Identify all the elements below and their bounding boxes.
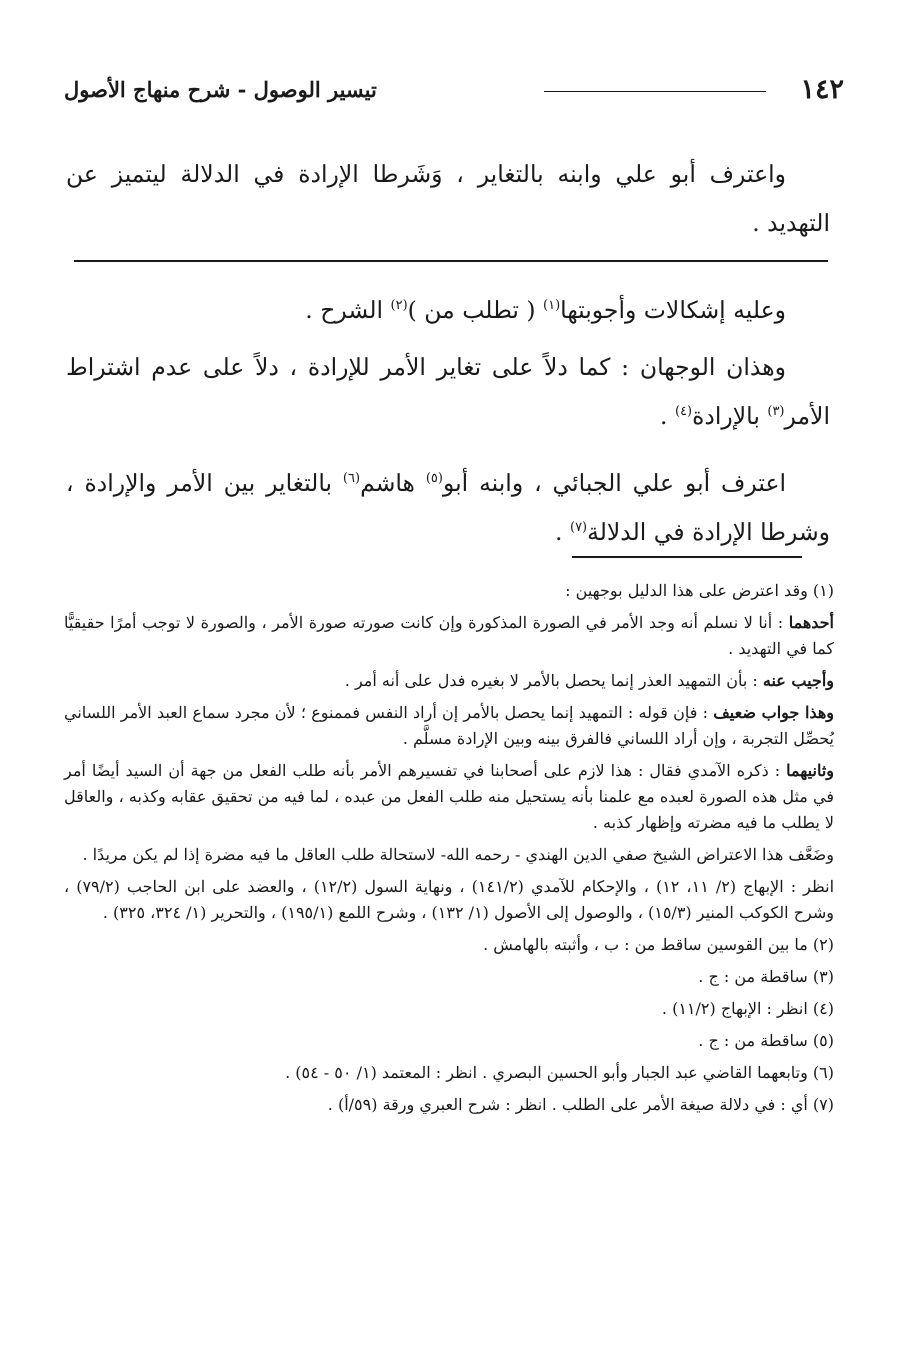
- footnote-1-intro: (١) وقد اعترض على هذا الدليل بوجهين :: [565, 581, 834, 600]
- paragraph-2-text-b: ( تطلب من ): [407, 296, 544, 324]
- footnote-2: (٢) ما بين القوسين ساقط من : ب ، وأثبته بالهامش .: [483, 935, 834, 954]
- paragraph-2: [66, 286, 830, 335]
- footnote-1-second-text: : ذكره الآمدي فقال : هذا لازم على أصحابنا في تفسيرهم الأمر بأنه طلب الفعل من جهة أن السيد أيضًا أمر في مثل هذه الصورة لعبده مع علمنا بأنه يستحيل منه طلب الفعل من عبده ، لما فيه من تحقيق عقابه وكذبه ، والعاقل لا يطلب ما فيه مضرته وإظهار كذبه .: [64, 761, 835, 832]
- paragraph-3-text-c: .: [660, 402, 675, 430]
- main-text: [66, 150, 830, 557]
- page-header: [64, 72, 844, 108]
- footnote-1-weak-answer: [64, 700, 834, 752]
- footnote-ref-6: (٦): [342, 471, 361, 487]
- footnote-ref-3: (٣): [767, 404, 785, 420]
- paragraph-4-text-d: .: [555, 518, 570, 546]
- footnotes: [64, 578, 834, 1124]
- footnote-ref-5: (٥): [425, 471, 443, 487]
- footnote-1-first-lead: أحدهما: [788, 613, 834, 632]
- footnote-4: (٤) انظر : الإبهاج (١١/٢) .: [661, 999, 834, 1018]
- footnote-ref-2: (٢): [390, 298, 408, 314]
- footnote-1-second-objection: [64, 758, 834, 836]
- footnote-6: (٦) وتابعهما القاضي عبد الجبار وأبو الحسين البصري . انظر : المعتمد (١/ ٥٠ - ٥٤) .: [285, 1063, 834, 1082]
- footnote-1-second-lead: وثانيهما: [786, 761, 834, 780]
- footnote-5: (٥) ساقطة من : ج .: [698, 1031, 834, 1050]
- running-title: تيسير الوصول - شرح منهاج الأصول: [64, 77, 377, 102]
- footnote-1-weakening: وضَعَّف هذا الاعتراض الشيخ صفي الدين الهندي - رحمه الله- لاستحالة طلب العاقل ما فيه مضرة إذا لم يكن مريدًا .: [82, 845, 834, 864]
- footnote-1-first-objection: [64, 610, 834, 662]
- footnote-1-answer-lead: وأجيب عنه: [762, 671, 834, 690]
- footnote-1-references: انظر : الإبهاج (٢/ ١١، ١٢) ، والإحكام للآمدي (١٤١/٢) ، ونهاية السول (١٢/٢) ، والعضد على ابن الحاجب (٧٩/٢) ، وشرح الكوكب المنير (١٥/٣) ، والوصول إلى الأصول (١/ ١٣٢) ، وشرح اللمع (١٩٥/١) ، والتحرير (١/ ٣٢٤، ٣٢٥) .: [64, 877, 835, 922]
- footnote-1-answer: [64, 668, 834, 694]
- header-rule: [544, 91, 766, 92]
- footnote-1-weak-lead: وهذا جواب ضعيف: [713, 703, 835, 722]
- paragraph-3-text-a: وهذان الوجهان : كما دلاً على تغاير الأمر للإرادة ، دلاً على عدم اشتراط الأمر: [66, 353, 830, 430]
- paragraph-4: [66, 459, 830, 557]
- paragraph-3: [66, 343, 830, 441]
- paragraph-4-text-c: بالتغاير بين الأمر والإرادة ، وشرطا الإرادة في الدلالة: [66, 469, 830, 546]
- footnote-ref-1: (١): [543, 298, 561, 314]
- footnote-1-answer-text: : بأن التمهيد العذر إنما يحصل بالأمر لا بغيره فدل على أنه أمر .: [344, 671, 763, 690]
- footnote-7: (٧) أي : في دلالة صيغة الأمر على الطلب . انظر : شرح العبري ورقة (٥٩/أ) .: [327, 1095, 834, 1114]
- footnote-separator: [572, 556, 802, 558]
- paragraph-3-text-b: بالإرادة: [692, 402, 768, 430]
- footnote-ref-4: (٤): [674, 404, 693, 420]
- footnote-3: (٣) ساقطة من : ج .: [698, 967, 834, 986]
- paragraph-1: واعترف أبو علي وابنه بالتغاير ، وَشَرطا الإرادة في الدلالة ليتميز عن التهديد .: [66, 160, 830, 237]
- footnote-1-first-text: : أنا لا نسلم أنه وجد الأمر في الصورة المذكورة وإن كانت صورته صورة الأمر ، والصورة لا توجب أمرًا حقيقيًّا كما في التهديد .: [64, 613, 834, 658]
- footnote-1-weak-text: : فإن قوله : التمهيد إنما يحصل بالأمر إن أراد النفس فممنوع ؛ لأن مجرد سماع العبد الأمر اللساني يُحصِّل التجربة ، وإن أراد اللساني فالفرق بينه وبين الإرادة مسلَّم .: [64, 703, 834, 748]
- paragraph-2-text-c: الشرح .: [305, 296, 391, 324]
- paragraph-4-text-a: اعترف أبو علي الجبائي ، وابنه أبو: [442, 469, 787, 497]
- footnote-ref-7: (٧): [569, 520, 588, 536]
- paragraph-2-text-a: وعليه إشكالات وأجوبتها: [560, 296, 786, 324]
- page-number: ١٤٢: [800, 74, 844, 105]
- paragraph-4-text-b: هاشم: [360, 469, 426, 497]
